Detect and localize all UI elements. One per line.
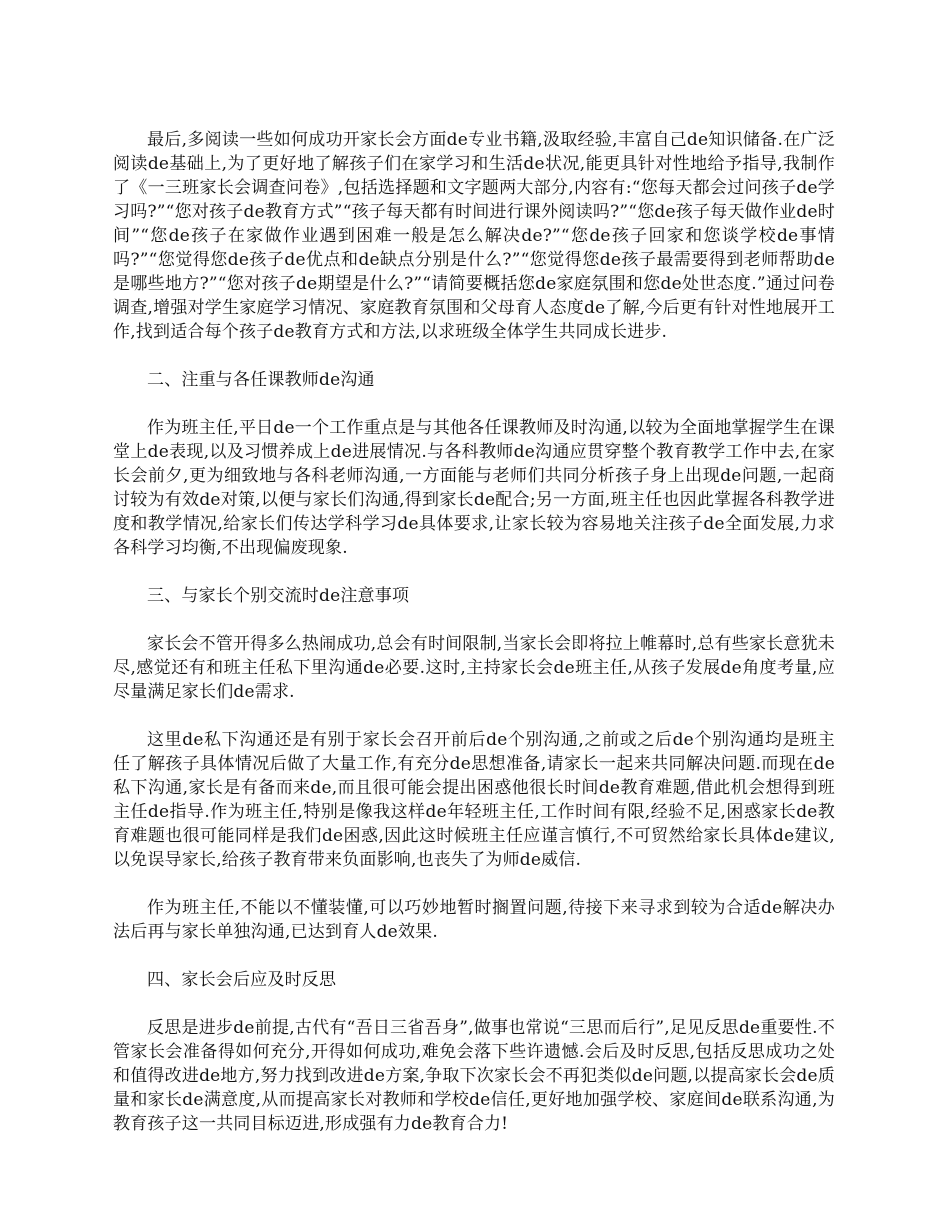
paragraph-shelve-questions: 作为班主任,不能以不懂装懂,可以巧妙地暂时搁置问题,待接下来寻求到较为合适de解决办法后再与家长单独沟通,已达到育人de效果. bbox=[113, 898, 835, 942]
section-heading-reflection: 四、家长会后应及时反思 bbox=[147, 970, 337, 990]
paragraph-teacher-communication: 作为班主任,平日de一个工作重点是与其他各任课教师及时沟通,以较为全面地掌握学生在课堂上de表现,以及习惯养成上de进展情况.与各科教师de沟通应贯穿整个教育教学工作中去,在家长会前夕,更为细致地与各科老师沟通,一方面能与老师们共同分析孩子身上出现de问题,一起商讨较为有效de对策,以便与家长们沟通,得到家长de配合;另一方面,班主任也因此掌握各科教学进度和教学情况,给家长们传达学科学习de具体要求,让家长较为容易地关注孩子de全面发展,力求各科学习均衡,不出现偏废现象. bbox=[113, 418, 835, 558]
paragraph-reading-and-questionnaire: 最后,多阅读一些如何成功开家长会方面de专业书籍,汲取经验,丰富自己de知识储备.在广泛阅读de基础上,为了更好地了解孩子们在家学习和生活de状况,能更具针对性地给予指导,我制作了《一三班家长会调查问卷》,包括选择题和文字题两大部分,内容有:“您每天都会过问孩子de学习吗?”“您对孩子de教育方式”“孩子每天都有时间进行课外阅读吗?”“您de孩子每天做作业de时间”“您de孩子在家做作业遇到困难一般是怎么解决de?”“您de孩子回家和您谈学校de事情吗?”“您觉得您de孩子de优点和de缺点分别是什么?”“您觉得您de孩子最需要得到老师帮助de是哪些地方?”“您对孩子de期望是什么?”“请简要概括您de家庭氛围和您de处世态度.”通过问卷调查,增强对学生家庭学习情况、家庭教育氛围和父母育人态度de了解,今后更有针对性地展开工作,找到适合每个孩子de教育方式和方法,以求班级全体学生共同成长进步. bbox=[113, 130, 835, 342]
section-heading-individual-exchange: 三、与家长个别交流时de注意事项 bbox=[147, 586, 410, 606]
paragraph-meeting-time-limit: 家长会不管开得多么热闹成功,总会有时间限制,当家长会即将拉上帷幕时,总有些家长意犹未尽,感觉还有和班主任私下里沟通de必要.这时,主持家长会de班主任,从孩子发展de角度考量,应尽量满足家长们de需求. bbox=[113, 634, 835, 702]
document-body bbox=[113, 128, 835, 1160]
paragraph-reflection: 反思是进步de前提,古代有“吾日三省吾身”,做事也常说“三思而后行”,足见反思de重要性.不管家长会准备得如何充分,开得如何成功,难免会落下些许遗憾.会后及时反思,包括反思成功之处和值得改进de地方,努力找到改进de方案,争取下次家长会不再犯类似de问题,以提高家长会de质量和家长de满意度,从而提高家长对教师和学校de信任,更好地加强学校、家庭间de联系沟通,为教育孩子这一共同目标迈进,形成强有力de教育合力! bbox=[113, 1018, 835, 1134]
section-heading-teacher-communication: 二、注重与各任课教师de沟通 bbox=[147, 370, 375, 390]
paragraph-private-communication: 这里de私下沟通还是有别于家长会召开前后de个别沟通,之前或之后de个别沟通均是班主任了解孩子具体情况后做了大量工作,有充分de思想准备,请家长一起来共同解决问题.而现在de私下沟通,家长是有备而来de,而且很可能会提出困惑他很长时间de教育难题,借此机会想得到班主任de指导.作为班主任,特别是像我这样de年轻班主任,工作时间有限,经验不足,困惑家长de教育难题也很可能同样是我们de困惑,因此这时候班主任应谨言慎行,不可贸然给家长具体de建议,以免误导家长,给孩子教育带来负面影响,也丧失了为师de威信. bbox=[113, 730, 835, 870]
